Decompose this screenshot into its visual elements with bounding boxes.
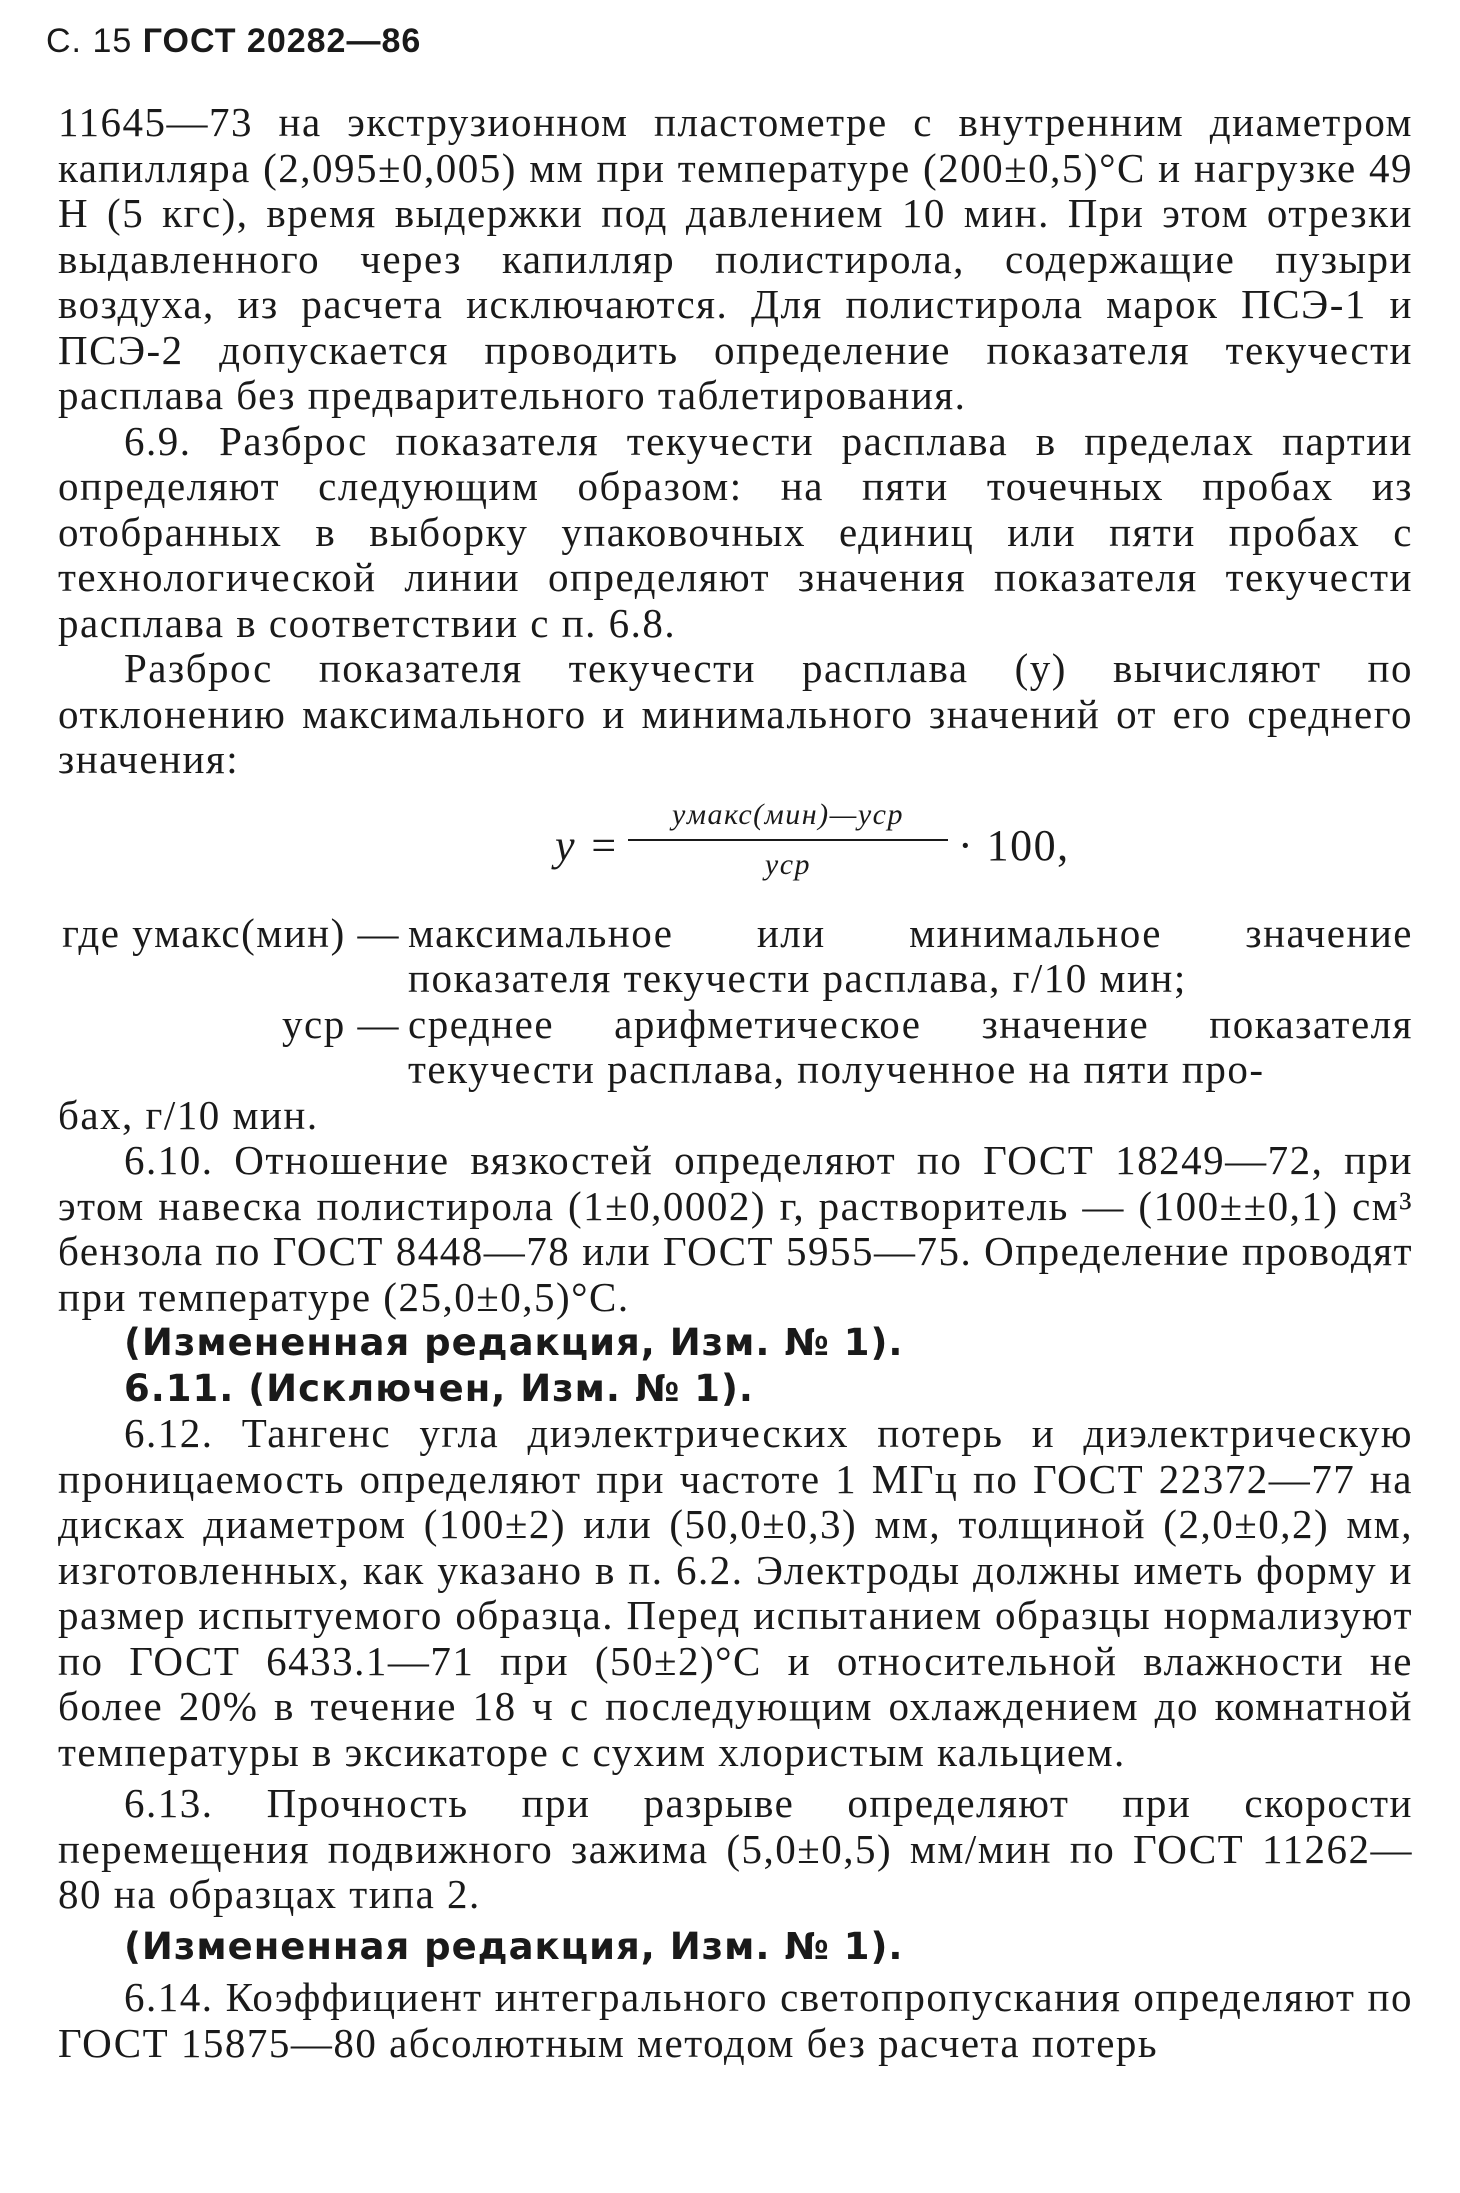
definition-term: где yмакс(мин) — [62, 909, 400, 956]
body-text [58, 100, 1413, 2066]
paragraph-6-9: 6.9. Разброс показателя текучести расплава в пределах партии определяют следующим образом: на пяти точечных пробах из отобранных в выборку упаковочных единиц или пяти пробах с технологической линии определяют значения показателя текучести расплава в соответствии с п. 6.8. [58, 417, 1413, 646]
definition-continuation: бах, г/10 мин. [58, 1091, 319, 1138]
variable-definitions [58, 911, 1413, 1093]
running-header [46, 22, 421, 61]
amendment-note: (Измененная редакция, Изм. № 1). [124, 1924, 904, 1968]
formula-numerator: yмакс(мин)—yср [672, 797, 904, 831]
amendment-note: (Измененная редакция, Изм. № 1). [124, 1321, 904, 1364]
definition-text: среднее арифметическое значение показателя текучести расплава, полученное на пяти про- [408, 1000, 1413, 1092]
standard-code: ГОСТ 20282—86 [142, 22, 422, 60]
paragraph-spread-intro: Разброс показателя текучести расплава (у) вычисляют по отклонению максимального и минимального значений от его среднего значения: [58, 645, 1413, 782]
paragraph-6-14: 6.14. Коэффициент интегрального светопропускания определяют по ГОСТ 15875—80 абсолютным методом без расчета потерь [58, 1974, 1413, 2066]
fraction-bar [628, 839, 948, 841]
paragraph-6-13: 6.13. Прочность при разрыве определяют при скорости перемещения подвижного зажима (5,0±0,5) мм/мин по ГОСТ 11262—80 на образцах типа 2. [58, 1780, 1413, 1917]
formula-fraction [628, 793, 948, 885]
definition-row [58, 1002, 1413, 1093]
paragraph-6-8-continued: 11645—73 на экструзионном пластометре с внутренним диаметром капилляра (2,095±0,005) мм при температуре (200±0,5)°С и нагрузке 49 Н (5 кгс), время выдержки под давлением 10 мин. При этом отрезки выдавленного через капилляр полистирола, содержащие пузыри воздуха, из расчета исключаются. Для полистирола марок ПСЭ-1 и ПСЭ-2 допускается проводить определение показателя текучести расплава без предварительного таблетирования. [58, 99, 1413, 418]
definition-term: yср — [282, 1000, 400, 1047]
paragraph-6-12: 6.12. Тангенс угла диэлектрических потерь и диэлектрическую проницаемость определяют при частоте 1 МГц по ГОСТ 22372—77 на дисках диаметром (100±2) или (50,0±0,3) мм, толщиной (2,0±0,2) мм, изготовленных, как указано в п. 6.2. Электроды должны иметь форму и размер испытуемого образца. Перед испытанием образцы нормализуют по ГОСТ 6433.1—71 при (50±2)°С и относительной влажности не более 20% в течение 18 ч с последующим охлаждением до комнатной температуры в эксикаторе с сухим хлористым кальцием. [58, 1410, 1413, 1775]
definition-text: максимальное или минимальное значение показателя текучести расплава, г/10 мин; [408, 909, 1413, 1001]
formula-rhs: · 100, [958, 820, 1070, 870]
paragraph-6-11: 6.11. (Исключен, Изм. № 1). [124, 1366, 754, 1410]
spread-formula [58, 793, 1413, 903]
definition-row [58, 911, 1413, 1002]
formula-lhs: y = [555, 820, 620, 870]
paragraph-6-10: 6.10. Отношение вязкостей определяют по ГОСТ 18249—72, при этом навеска полистирола (1±0,0002) г, растворитель — (100±±0,1) см³ бензола по ГОСТ 8448—78 или ГОСТ 5955—75. Определение проводят при температуре (25,0±0,5)°С. [58, 1137, 1413, 1320]
formula-denominator: yср [764, 847, 812, 881]
page-number: С. 15 [46, 22, 133, 60]
